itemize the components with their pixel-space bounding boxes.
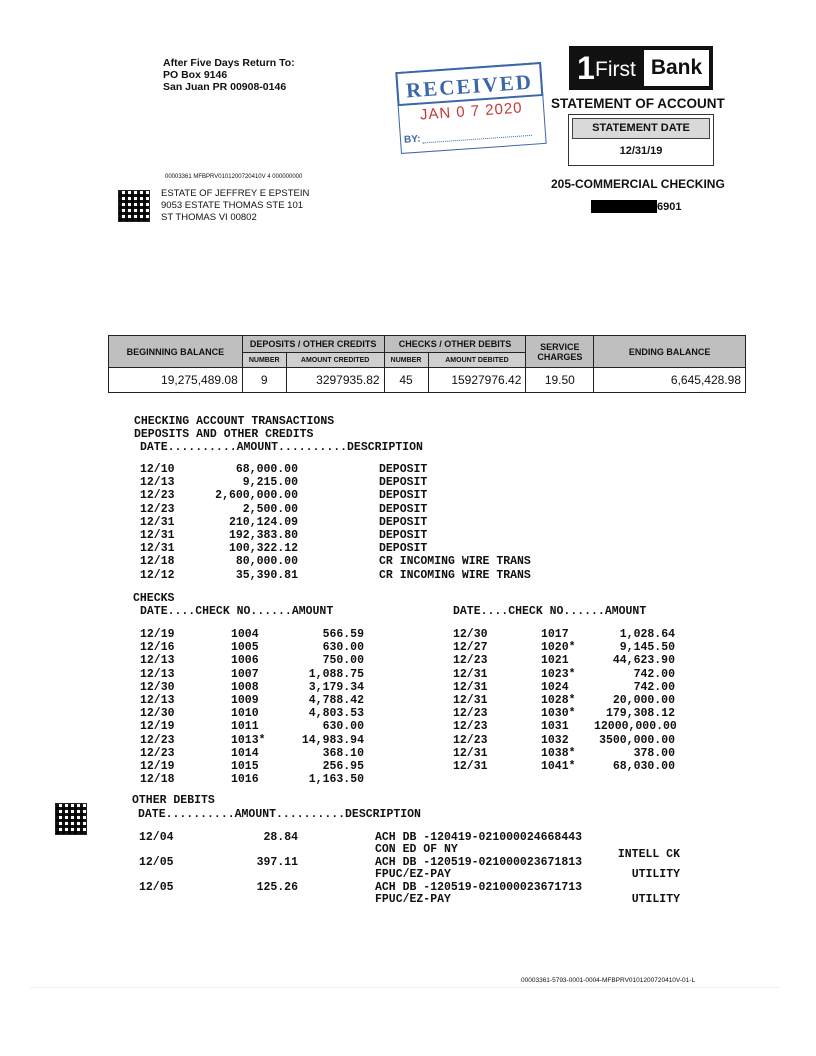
check-date: 12/31 bbox=[453, 760, 488, 773]
check-number: 1010 bbox=[231, 707, 259, 721]
check-number: 1032 bbox=[541, 733, 569, 747]
check-date: 12/13 bbox=[140, 654, 175, 668]
check-number: 1004 bbox=[231, 628, 259, 641]
return-address bbox=[163, 57, 295, 93]
barcode-icon bbox=[118, 190, 150, 222]
statement-title: STATEMENT OF ACCOUNT bbox=[551, 96, 725, 111]
check-date: 12/30 bbox=[140, 707, 175, 721]
check-amount: 750.00 bbox=[322, 654, 364, 668]
check-amount: 68,030.00 bbox=[612, 760, 675, 773]
check-date: 12/13 bbox=[140, 667, 175, 681]
deposit-description: DEPOSIT bbox=[379, 476, 428, 490]
check-amount: 44,623.90 bbox=[612, 654, 675, 668]
check-number: 1013* bbox=[231, 733, 266, 747]
check-number: 1009 bbox=[231, 694, 259, 707]
check-amount: 9,145.50 bbox=[619, 641, 675, 655]
deposit-amount: 2,600,000.00 bbox=[215, 489, 298, 503]
val-ending-balance: 6,645,428.98 bbox=[594, 368, 746, 393]
check-date: 12/23 bbox=[453, 654, 488, 668]
check-number: 1011 bbox=[231, 720, 259, 734]
hdr-amount-credited: AMOUNT CREDITED bbox=[286, 353, 384, 368]
check-date: 12/27 bbox=[453, 641, 488, 655]
debit-description: ACH DB -120519-021000023671813 bbox=[375, 856, 583, 869]
debit-description: ACH DB -120519-021000023671713 bbox=[375, 881, 583, 894]
debit-payee: CON ED OF NY bbox=[375, 843, 458, 856]
debit-category: UTILITY bbox=[631, 868, 680, 881]
deposit-date: 12/12 bbox=[140, 568, 175, 582]
stamp-date: JAN 0 7 2020 bbox=[419, 99, 524, 124]
check-amount: 630.00 bbox=[322, 720, 364, 734]
customer-address-2: ST THOMAS VI 00802 bbox=[161, 212, 257, 223]
check-date: 12/31 bbox=[453, 746, 488, 760]
deposit-date: 12/23 bbox=[140, 502, 175, 516]
hdr-amount-debited: AMOUNT DEBITED bbox=[428, 353, 526, 368]
deposit-amount: 35,390.81 bbox=[235, 568, 298, 582]
hdr-dep-number: NUMBER bbox=[242, 353, 286, 368]
transactions-title: CHECKING ACCOUNT TRANSACTIONS bbox=[134, 415, 335, 428]
debit-date: 12/05 bbox=[139, 881, 174, 894]
statement-date-label: STATEMENT DATE bbox=[572, 118, 710, 139]
logo-number: 1 bbox=[577, 50, 595, 86]
deposit-date: 12/18 bbox=[140, 555, 175, 569]
check-amount: 630.00 bbox=[322, 641, 364, 655]
check-number: 1028* bbox=[541, 694, 576, 707]
statement-date-value: 12/31/19 bbox=[619, 145, 663, 157]
logo-first: First bbox=[595, 58, 636, 81]
check-number: 1031 bbox=[541, 720, 569, 734]
debit-date: 12/05 bbox=[139, 856, 174, 869]
check-amount: 179,308.12 bbox=[605, 707, 675, 721]
check-number: 1020* bbox=[541, 641, 576, 655]
deposit-amount: 80,000.00 bbox=[235, 555, 298, 569]
deposit-amount: 100,322.12 bbox=[228, 542, 298, 556]
check-amount: 3,179.34 bbox=[308, 680, 364, 694]
account-redaction bbox=[591, 200, 657, 213]
val-chk-number: 45 bbox=[384, 368, 428, 393]
debit-amount: 397.11 bbox=[256, 856, 298, 869]
customer-address bbox=[161, 188, 309, 224]
val-dep-number: 9 bbox=[242, 368, 286, 393]
debit-payee: FPUC/EZ-PAY bbox=[375, 893, 451, 906]
check-date: 12/19 bbox=[140, 628, 175, 641]
check-number: 1023* bbox=[541, 667, 576, 681]
account-number-suffix: 6901 bbox=[657, 201, 682, 213]
check-date: 12/19 bbox=[140, 760, 175, 773]
statement-date-box bbox=[568, 114, 714, 166]
check-date: 12/13 bbox=[140, 694, 175, 707]
deposit-amount: 68,000.00 bbox=[235, 463, 298, 476]
deposit-description: CR INCOMING WIRE TRANS bbox=[379, 555, 531, 569]
check-date: 12/18 bbox=[140, 773, 175, 787]
debit-payee: FPUC/EZ-PAY bbox=[375, 868, 451, 881]
other-debits-title: OTHER DEBITS bbox=[132, 794, 215, 807]
check-date: 12/31 bbox=[453, 680, 488, 694]
deposit-amount: 2,500.00 bbox=[242, 502, 298, 516]
check-date: 12/16 bbox=[140, 641, 175, 655]
check-date: 12/31 bbox=[453, 694, 488, 707]
footer-code: 00003361-5793-0001-0004-MFBPRV0101200720410V-01-L bbox=[521, 977, 696, 984]
check-number: 1038* bbox=[541, 746, 576, 760]
check-number: 1030* bbox=[541, 707, 576, 721]
deposit-amount: 9,215.00 bbox=[242, 476, 298, 490]
checks-header-right: DATE....CHECK NO......AMOUNT bbox=[453, 605, 647, 618]
check-amount: 4,803.53 bbox=[308, 707, 364, 721]
check-date: 12/30 bbox=[140, 680, 175, 694]
hdr-deposits: DEPOSITS / OTHER CREDITS bbox=[242, 336, 384, 353]
check-date: 12/23 bbox=[453, 720, 488, 734]
check-amount: 378.00 bbox=[633, 746, 675, 760]
val-service-charges: 19.50 bbox=[526, 368, 594, 393]
stamp-received: RECEIVED bbox=[395, 62, 543, 106]
check-number: 1017 bbox=[541, 628, 569, 641]
val-chk-amount: 15927976.42 bbox=[428, 368, 526, 393]
check-date: 12/31 bbox=[453, 667, 488, 681]
checks-title: CHECKS bbox=[133, 592, 175, 605]
check-amount: 4,788.42 bbox=[308, 694, 364, 707]
return-line-2: PO Box 9146 bbox=[163, 69, 228, 81]
return-line-1: After Five Days Return To: bbox=[163, 57, 295, 69]
check-date: 12/23 bbox=[453, 733, 488, 747]
bank-logo bbox=[569, 46, 713, 90]
check-number: 1041* bbox=[541, 760, 576, 773]
mail-code: 00003361 MFBPRV0101200720410V 4 000000000 bbox=[165, 174, 303, 180]
check-number: 1008 bbox=[231, 680, 259, 694]
hdr-service-charges: SERVICE CHARGES bbox=[526, 336, 594, 368]
check-date: 12/23 bbox=[453, 707, 488, 721]
customer-address-1: 9053 ESTATE THOMAS STE 101 bbox=[161, 200, 304, 211]
deposit-date: 12/13 bbox=[140, 476, 175, 490]
other-debits-header: DATE..........AMOUNT..........DESCRIPTION bbox=[138, 808, 421, 821]
check-amount: 1,088.75 bbox=[308, 667, 364, 681]
check-amount: 256.95 bbox=[322, 760, 364, 773]
deposit-date: 12/31 bbox=[140, 529, 175, 542]
debit-amount: 28.84 bbox=[263, 831, 298, 844]
deposit-description: DEPOSIT bbox=[379, 529, 428, 542]
check-amount: 1,028.64 bbox=[619, 628, 675, 641]
check-number: 1016 bbox=[231, 773, 259, 787]
hdr-beginning-balance: BEGINNING BALANCE bbox=[109, 336, 243, 368]
check-amount: 566.59 bbox=[322, 628, 364, 641]
deposit-amount: 210,124.09 bbox=[228, 515, 298, 529]
hdr-checks: CHECKS / OTHER DEBITS bbox=[384, 336, 526, 353]
deposit-description: DEPOSIT bbox=[379, 502, 428, 516]
deposits-title: DEPOSITS AND OTHER CREDITS bbox=[134, 428, 314, 441]
check-amount: 368.10 bbox=[322, 746, 364, 760]
debit-category: INTELL CK bbox=[617, 848, 680, 861]
val-beginning-balance: 19,275,489.08 bbox=[109, 368, 243, 393]
check-amount: 12000,000.00 bbox=[594, 720, 677, 734]
stamp-by: BY: bbox=[403, 133, 421, 146]
check-amount: 742.00 bbox=[633, 680, 675, 694]
check-amount: 20,000.00 bbox=[612, 694, 675, 707]
debit-category: UTILITY bbox=[631, 893, 680, 906]
deposit-description: DEPOSIT bbox=[379, 463, 428, 476]
deposits-header: DATE..........AMOUNT..........DESCRIPTION bbox=[140, 441, 423, 454]
balance-summary-table bbox=[108, 335, 746, 393]
check-number: 1007 bbox=[231, 667, 259, 681]
check-amount: 1,163.50 bbox=[308, 773, 364, 787]
account-type: 205-COMMERCIAL CHECKING bbox=[551, 177, 725, 191]
return-line-3: San Juan PR 00908-0146 bbox=[163, 81, 287, 93]
logo-bank: Bank bbox=[644, 50, 709, 86]
debit-date: 12/04 bbox=[139, 831, 174, 844]
deposit-description: DEPOSIT bbox=[379, 542, 428, 556]
deposit-description: DEPOSIT bbox=[379, 489, 428, 503]
hdr-chk-number: NUMBER bbox=[384, 353, 428, 368]
check-date: 12/19 bbox=[140, 720, 175, 734]
check-amount: 14,983.94 bbox=[301, 733, 364, 747]
check-amount: 742.00 bbox=[633, 667, 675, 681]
customer-name: ESTATE OF JEFFREY E EPSTEIN bbox=[161, 188, 310, 199]
received-stamp bbox=[395, 62, 546, 154]
hdr-ending-balance: ENDING BALANCE bbox=[594, 336, 746, 368]
check-number: 1024 bbox=[541, 680, 569, 694]
check-date: 12/23 bbox=[140, 746, 175, 760]
barcode-icon-side bbox=[55, 803, 87, 835]
check-date: 12/30 bbox=[453, 628, 488, 641]
check-amount: 3500,000.00 bbox=[599, 733, 675, 747]
val-dep-amount: 3297935.82 bbox=[286, 368, 384, 393]
check-number: 1015 bbox=[231, 760, 259, 773]
deposit-date: 12/31 bbox=[140, 515, 175, 529]
check-number: 1005 bbox=[231, 641, 259, 655]
check-number: 1014 bbox=[231, 746, 259, 760]
deposit-date: 12/23 bbox=[140, 489, 175, 503]
debit-description: ACH DB -120419-021000024668443 bbox=[375, 831, 583, 844]
deposit-date: 12/10 bbox=[140, 463, 175, 476]
deposit-description: DEPOSIT bbox=[379, 515, 428, 529]
deposit-description: CR INCOMING WIRE TRANS bbox=[379, 568, 531, 582]
debit-amount: 125.26 bbox=[256, 881, 298, 894]
check-number: 1006 bbox=[231, 654, 259, 668]
deposit-date: 12/31 bbox=[140, 542, 175, 556]
check-date: 12/23 bbox=[140, 733, 175, 747]
deposit-amount: 192,383.80 bbox=[228, 529, 298, 542]
checks-header-left: DATE....CHECK NO......AMOUNT bbox=[140, 605, 334, 618]
check-number: 1021 bbox=[541, 654, 569, 668]
page-divider bbox=[30, 987, 780, 988]
